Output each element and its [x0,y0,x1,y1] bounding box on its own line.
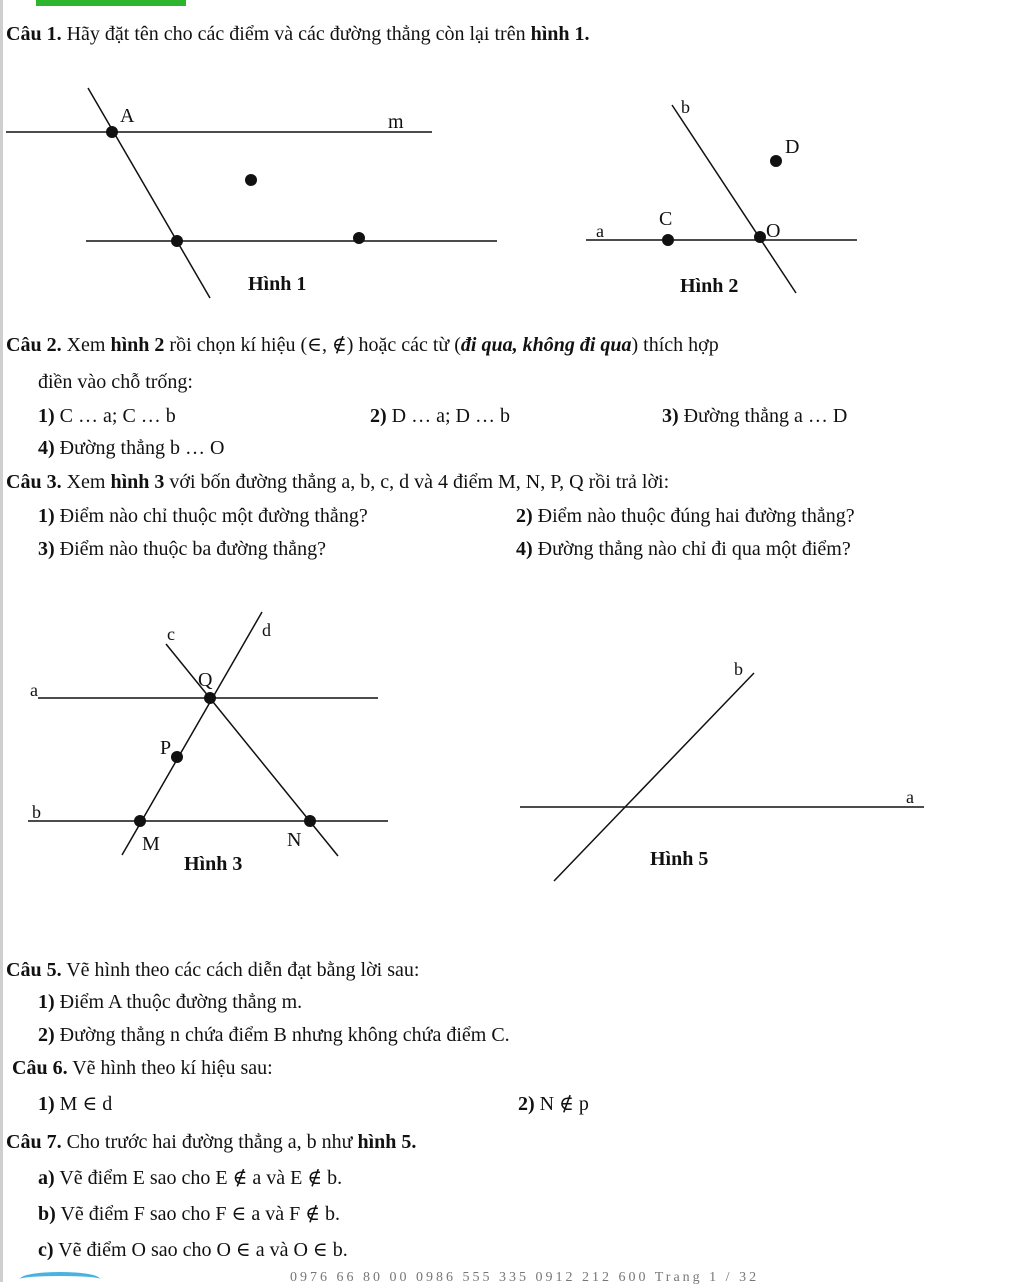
q3-item-2 [516,504,855,528]
point-intersection [171,235,183,247]
q6-item-1 [38,1092,112,1116]
q3-item-3-text: Điểm nào thuộc ba đường thẳng? [59,538,327,560]
label-m: m [388,111,404,133]
point-free [245,174,257,186]
line-b [672,105,796,293]
q2-item-3 [662,404,847,428]
q7-ref: hình 5. [357,1131,417,1153]
label-C: C [659,208,673,230]
q7-item-a-text: Vẽ điểm E sao cho E ∉ a và E ∉ b. [59,1167,343,1189]
page-footer: 0976 66 80 00 0986 555 335 0912 212 600 Trang 1 / 32 [290,1270,760,1285]
q3-item-4-text: Đường thẳng nào chỉ đi qua một điểm? [537,538,851,560]
q2-ref: hình 2 [110,334,165,356]
point-C [662,234,674,246]
q2-words: đi qua, không đi qua [460,334,632,356]
label-M: M [142,833,160,855]
q2-item-3-text: Đường thẳng a … D [683,405,848,427]
q3-item-4 [516,537,851,561]
q7-item-b [38,1202,340,1226]
q3-text-b: với bốn đường thẳng a, b, c, d và 4 điểm M, N, P, Q rồi trả lời: [169,471,670,493]
q2-line2: điền vào chỗ trống: [38,371,193,393]
question-1 [6,22,590,46]
caption-fig1: Hình 1 [248,273,307,295]
q5-item-1-text: Điểm A thuộc đường thẳng m. [59,991,303,1013]
q2-item-4 [38,436,224,460]
q3-ref: hình 3 [110,471,165,493]
footer-decoration [20,1272,100,1286]
point-O [754,231,766,243]
point-D [770,155,782,167]
point-N [304,815,316,827]
q3-item-1 [38,504,368,528]
q3-item-1-text: Điểm nào chỉ thuộc một đường thẳng? [59,505,368,527]
q5-item-2 [38,1023,510,1047]
header-strip [36,0,186,6]
point-M [134,815,146,827]
caption-fig2: Hình 2 [680,275,739,297]
point-P [171,751,183,763]
question-6 [12,1056,273,1080]
q3-label: Câu 3. [6,471,62,493]
q3-item-3 [38,537,326,561]
q2-item-1 [38,404,176,428]
q6-text: Vẽ hình theo kí hiệu sau: [72,1057,273,1079]
question-5 [6,958,419,982]
label-Q: Q [198,669,213,691]
q7-item-c-text: Vẽ điểm O sao cho O ∈ a và O ∈ b. [58,1239,348,1261]
q5-item-1-num: 1) [38,991,55,1013]
q2-symbols: (∈, ∉) [300,334,354,356]
q2-item-1-text: C … a; C … b [59,405,176,427]
q5-item-1 [38,990,302,1014]
q6-item-2-text: N ∉ p [539,1093,589,1115]
q5-item-2-num: 2) [38,1024,55,1046]
label-O: O [766,220,781,242]
q1-ref: hình 1. [530,23,590,45]
question-7 [6,1130,416,1154]
point-on-line [353,232,365,244]
q7-item-b-num: b) [38,1203,56,1225]
label-b: b [734,659,743,679]
question-2 [6,333,719,357]
figure-3 [0,600,400,890]
label-A: A [120,105,135,127]
q3-text-a: Xem [66,471,106,493]
q5-item-2-text: Đường thẳng n chứa điểm B nhưng không chứa điểm C. [59,1024,510,1046]
q2-item-2-text: D … a; D … b [391,405,510,427]
q2-item-3-num: 3) [662,405,679,427]
point-Q [204,692,216,704]
figure-2 [580,85,880,305]
q6-label: Câu 6. [12,1057,68,1079]
q7-item-c [38,1238,348,1262]
q2-item-2-num: 2) [370,405,387,427]
label-b: b [32,802,41,822]
q2-label: Câu 2. [6,334,62,356]
label-P: P [160,737,172,759]
q6-item-1-num: 1) [38,1093,55,1115]
label-a: a [30,680,38,700]
q3-item-3-num: 3) [38,538,55,560]
point-A [106,126,118,138]
q2-item-1-num: 1) [38,405,55,427]
label-b: b [681,97,690,117]
q2-item-2 [370,404,510,428]
q3-item-2-num: 2) [516,505,533,527]
q7-item-c-num: c) [38,1239,54,1261]
q1-label: Câu 1. [6,23,62,45]
figure-5 [520,655,960,895]
q6-item-2 [518,1092,589,1116]
label-c: c [167,624,175,644]
label-D: D [785,136,800,158]
label-N: N [287,829,302,851]
label-d: d [262,620,271,640]
q7-item-a [38,1166,342,1190]
figure-1 [0,80,500,310]
q7-item-b-text: Vẽ điểm F sao cho F ∈ a và F ∉ b. [60,1203,341,1225]
q2-text-c: hoặc các từ ( [358,334,461,356]
q6-item-2-num: 2) [518,1093,535,1115]
q2-text-a: Xem [66,334,106,356]
q5-label: Câu 5. [6,959,62,981]
q6-item-1-text: M ∈ d [59,1093,113,1115]
label-a: a [596,221,604,241]
q2-item-4-text: Đường thẳng b … O [59,437,225,459]
q2-item-4-num: 4) [38,437,55,459]
q7-item-a-num: a) [38,1167,55,1189]
q5-text: Vẽ hình theo các cách diễn đạt bằng lời sau: [66,959,420,981]
q3-item-2-text: Điểm nào thuộc đúng hai đường thẳng? [537,505,855,527]
q3-item-1-num: 1) [38,505,55,527]
q2-text-d: ) thích hợp [631,334,719,356]
q1-text: Hãy đặt tên cho các điểm và các đường thẳng còn lại trên [66,23,526,45]
line-slant [88,88,210,298]
question-3 [6,470,669,494]
caption-fig5: Hình 5 [650,848,709,870]
q7-label: Câu 7. [6,1131,62,1153]
q2-text-b: rồi chọn kí hiệu [169,334,296,356]
label-a: a [906,787,914,807]
q7-text: Cho trước hai đường thẳng a, b như [66,1131,353,1153]
q3-item-4-num: 4) [516,538,533,560]
caption-fig3: Hình 3 [184,853,243,875]
